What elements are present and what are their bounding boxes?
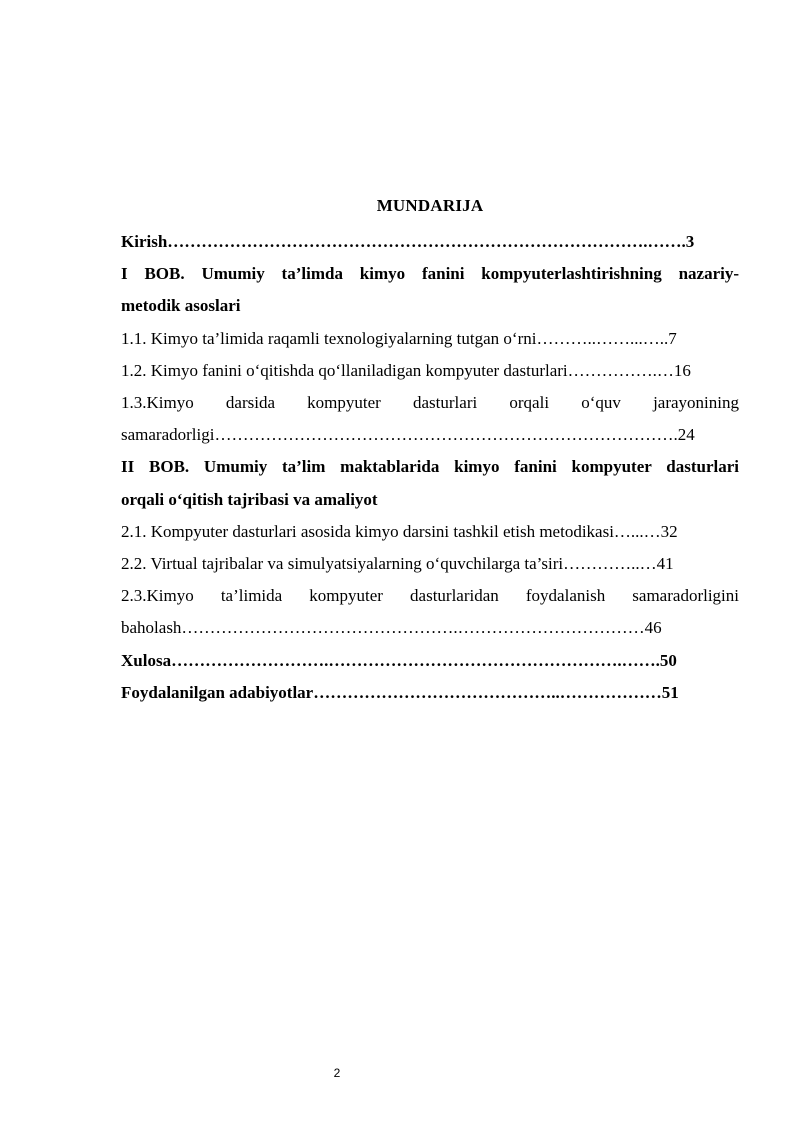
toc-title: MUNDARIJA [376, 196, 484, 215]
table-of-contents [121, 226, 739, 709]
toc-entry-conclusion: Xulosa……………………….…………………………………………….…….50 [121, 650, 677, 670]
toc-chapter-1-heading: I BOB. Umumiy ta’limda kimyo fanini kompyuterlashtirishning nazariy- [121, 264, 739, 284]
toc-entry-introduction: Kirish………………………………………………………………………….…….3 [121, 232, 695, 251]
toc-chapter-2-heading: II BOB. Umumiy ta’lim maktablarida kimyo fanini kompyuter dasturlari [121, 457, 739, 477]
toc-chapter-2-heading-cont: orqali o‘qitish tajribasi va amaliyot [121, 489, 378, 509]
toc-entry-1-3: 1.3.Kimyo darsida kompyuter dasturlari orqali o‘quv jarayonining [121, 393, 739, 413]
toc-entry-2-3-cont: baholash………………………………………….……………………………46 [121, 618, 662, 638]
toc-entry-1-2: 1.2. Kimyo fanini o‘qitishda qo‘llaniladigan kompyuter dasturlari…………….…16 [121, 360, 691, 380]
toc-entry-1-3-cont: samaradorligi……………………………………………………………………….24 [121, 425, 695, 445]
toc-entry-2-3: 2.3.Kimyo ta’limida kompyuter dasturlaridan foydalanish samaradorligini [121, 586, 739, 606]
toc-entry-2-1: 2.1. Kompyuter dasturlari asosida kimyo darsini tashkil etish metodikasi…...…32 [121, 521, 678, 541]
toc-chapter-1-heading-cont: metodik asoslari [121, 296, 241, 316]
toc-entry-references: Foydalanilgan adabiyotlar……………………………………..………………51 [121, 682, 679, 702]
toc-entry-1-1: 1.1. Kimyo ta’limida raqamli texnologiyalarning tutgan o‘rni………..……...…..7 [121, 328, 677, 348]
page-number: 2 [333, 1066, 341, 1080]
toc-entry-2-2: 2.2. Virtual tajribalar va simulyatsiyalarning o‘quvchilarga ta’siri…………..…41 [121, 554, 674, 574]
